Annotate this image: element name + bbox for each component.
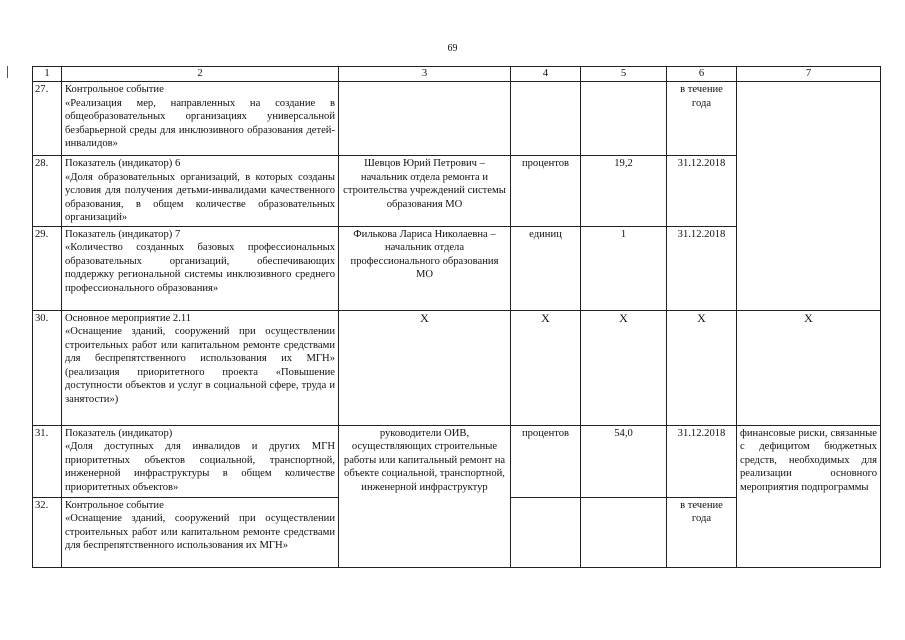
- value-cell: 19,2: [581, 156, 667, 227]
- header-col-5: 5: [581, 67, 667, 82]
- unit-cell: [511, 82, 581, 156]
- unit-cell: процентов: [511, 156, 581, 227]
- row-description: «Доля образовательных организаций, в которых созданы условия для получения детьми-инвалидами качественного образования, в общем количестве образовательных организаций»: [65, 171, 335, 223]
- responsible-cell: руководители ОИВ, осуществляющих строительные работы или капитальный ремонт на объекте социальной, транспортной, инженерной инфраструктур: [339, 425, 511, 567]
- responsible-cell: Филькова Лариса Николаевна – начальник отдела профессионального образования МО: [339, 226, 511, 310]
- row-title: Показатель (индикатор) 6: [65, 158, 181, 169]
- unit-cell: единиц: [511, 226, 581, 310]
- header-col-4: 4: [511, 67, 581, 82]
- row-content: [62, 226, 339, 310]
- term-cell: X: [667, 310, 737, 425]
- value-cell: 54,0: [581, 425, 667, 497]
- row-description: «Количество созданных базовых профессиональных образовательных организаций, обеспечивающих поддержку региональной системы инклюзивного среднего профессионального образования»: [65, 242, 335, 294]
- responsible-cell: Шевцов Юрий Петрович – начальник отдела ремонта и строительства учреждений системы образования МО: [339, 156, 511, 227]
- row-description: «Оснащение зданий, сооружений при осуществлении строительных работ или капитальном ремонте средствами для беспрепятственного использования их МГН»: [65, 513, 335, 551]
- margin-mark: [7, 66, 8, 78]
- row-content: [62, 82, 339, 156]
- value-cell: X: [581, 310, 667, 425]
- row-content: [62, 310, 339, 425]
- row-description: «Реализация мер, направленных на создание в общеобразовательных организациях универсальной безбарьерной среды для инклюзивного образования детей-инвалидов»: [65, 97, 335, 149]
- row-number: 32.: [33, 497, 62, 567]
- row-content: [62, 156, 339, 227]
- value-cell: 1: [581, 226, 667, 310]
- page-number: 69: [447, 43, 458, 54]
- unit-cell: [511, 497, 581, 567]
- row-title: Показатель (индикатор) 7: [65, 228, 181, 240]
- term-cell: 31.12.2018: [667, 226, 737, 310]
- row-title: Контрольное событие: [65, 499, 164, 511]
- row-title: Показатель (индикатор): [65, 427, 173, 439]
- row-content: [62, 425, 339, 497]
- row-content: [62, 497, 339, 567]
- table-row: [33, 425, 881, 497]
- term-cell: в течение года: [667, 497, 737, 567]
- header-col-3: 3: [339, 67, 511, 82]
- header-row: [33, 67, 881, 82]
- responsible-cell: [339, 82, 511, 156]
- header-col-2: 2: [62, 67, 339, 82]
- risks-cell: финансовые риски, связанные с дефицитом бюджетных средств, необходимых для реализации основного мероприятия подпрограммы: [737, 425, 881, 567]
- responsible-cell: X: [339, 310, 511, 425]
- row-description: «Оснащение зданий, сооружений при осуществлении строительных работ или капитальном ремонте средствами для беспрепятственного использования их МГН» (реализация приоритетного проекта «Повышение доступности объектов и услуг в социальной сфере, труда и занятости»): [65, 326, 335, 405]
- row-title: Контрольное событие: [65, 84, 164, 95]
- table-row: [33, 82, 881, 156]
- row-number: 31.: [33, 425, 62, 497]
- plan-table: [32, 66, 881, 568]
- term-cell: в течение года: [667, 82, 737, 156]
- table-row: [33, 310, 881, 425]
- term-cell: 31.12.2018: [667, 425, 737, 497]
- term-cell: 31.12.2018: [667, 156, 737, 227]
- value-cell: [581, 497, 667, 567]
- row-description: «Доля доступных для инвалидов и других МГН приоритетных объектов социальной, транспортной, инженерной инфраструктуры в общем количестве приоритетных объектов»: [65, 441, 335, 493]
- header-col-6: 6: [667, 67, 737, 82]
- row-title: Основное мероприятие 2.11: [65, 312, 192, 324]
- header-col-1: 1: [33, 67, 62, 82]
- unit-cell: X: [511, 310, 581, 425]
- risks-cell: [737, 82, 881, 311]
- row-number: 30.: [33, 310, 62, 425]
- value-cell: [581, 82, 667, 156]
- row-number: 27.: [33, 82, 62, 156]
- row-number: 29.: [33, 226, 62, 310]
- risks-cell: X: [737, 310, 881, 425]
- header-col-7: 7: [737, 67, 881, 82]
- row-number: 28.: [33, 156, 62, 227]
- unit-cell: процентов: [511, 425, 581, 497]
